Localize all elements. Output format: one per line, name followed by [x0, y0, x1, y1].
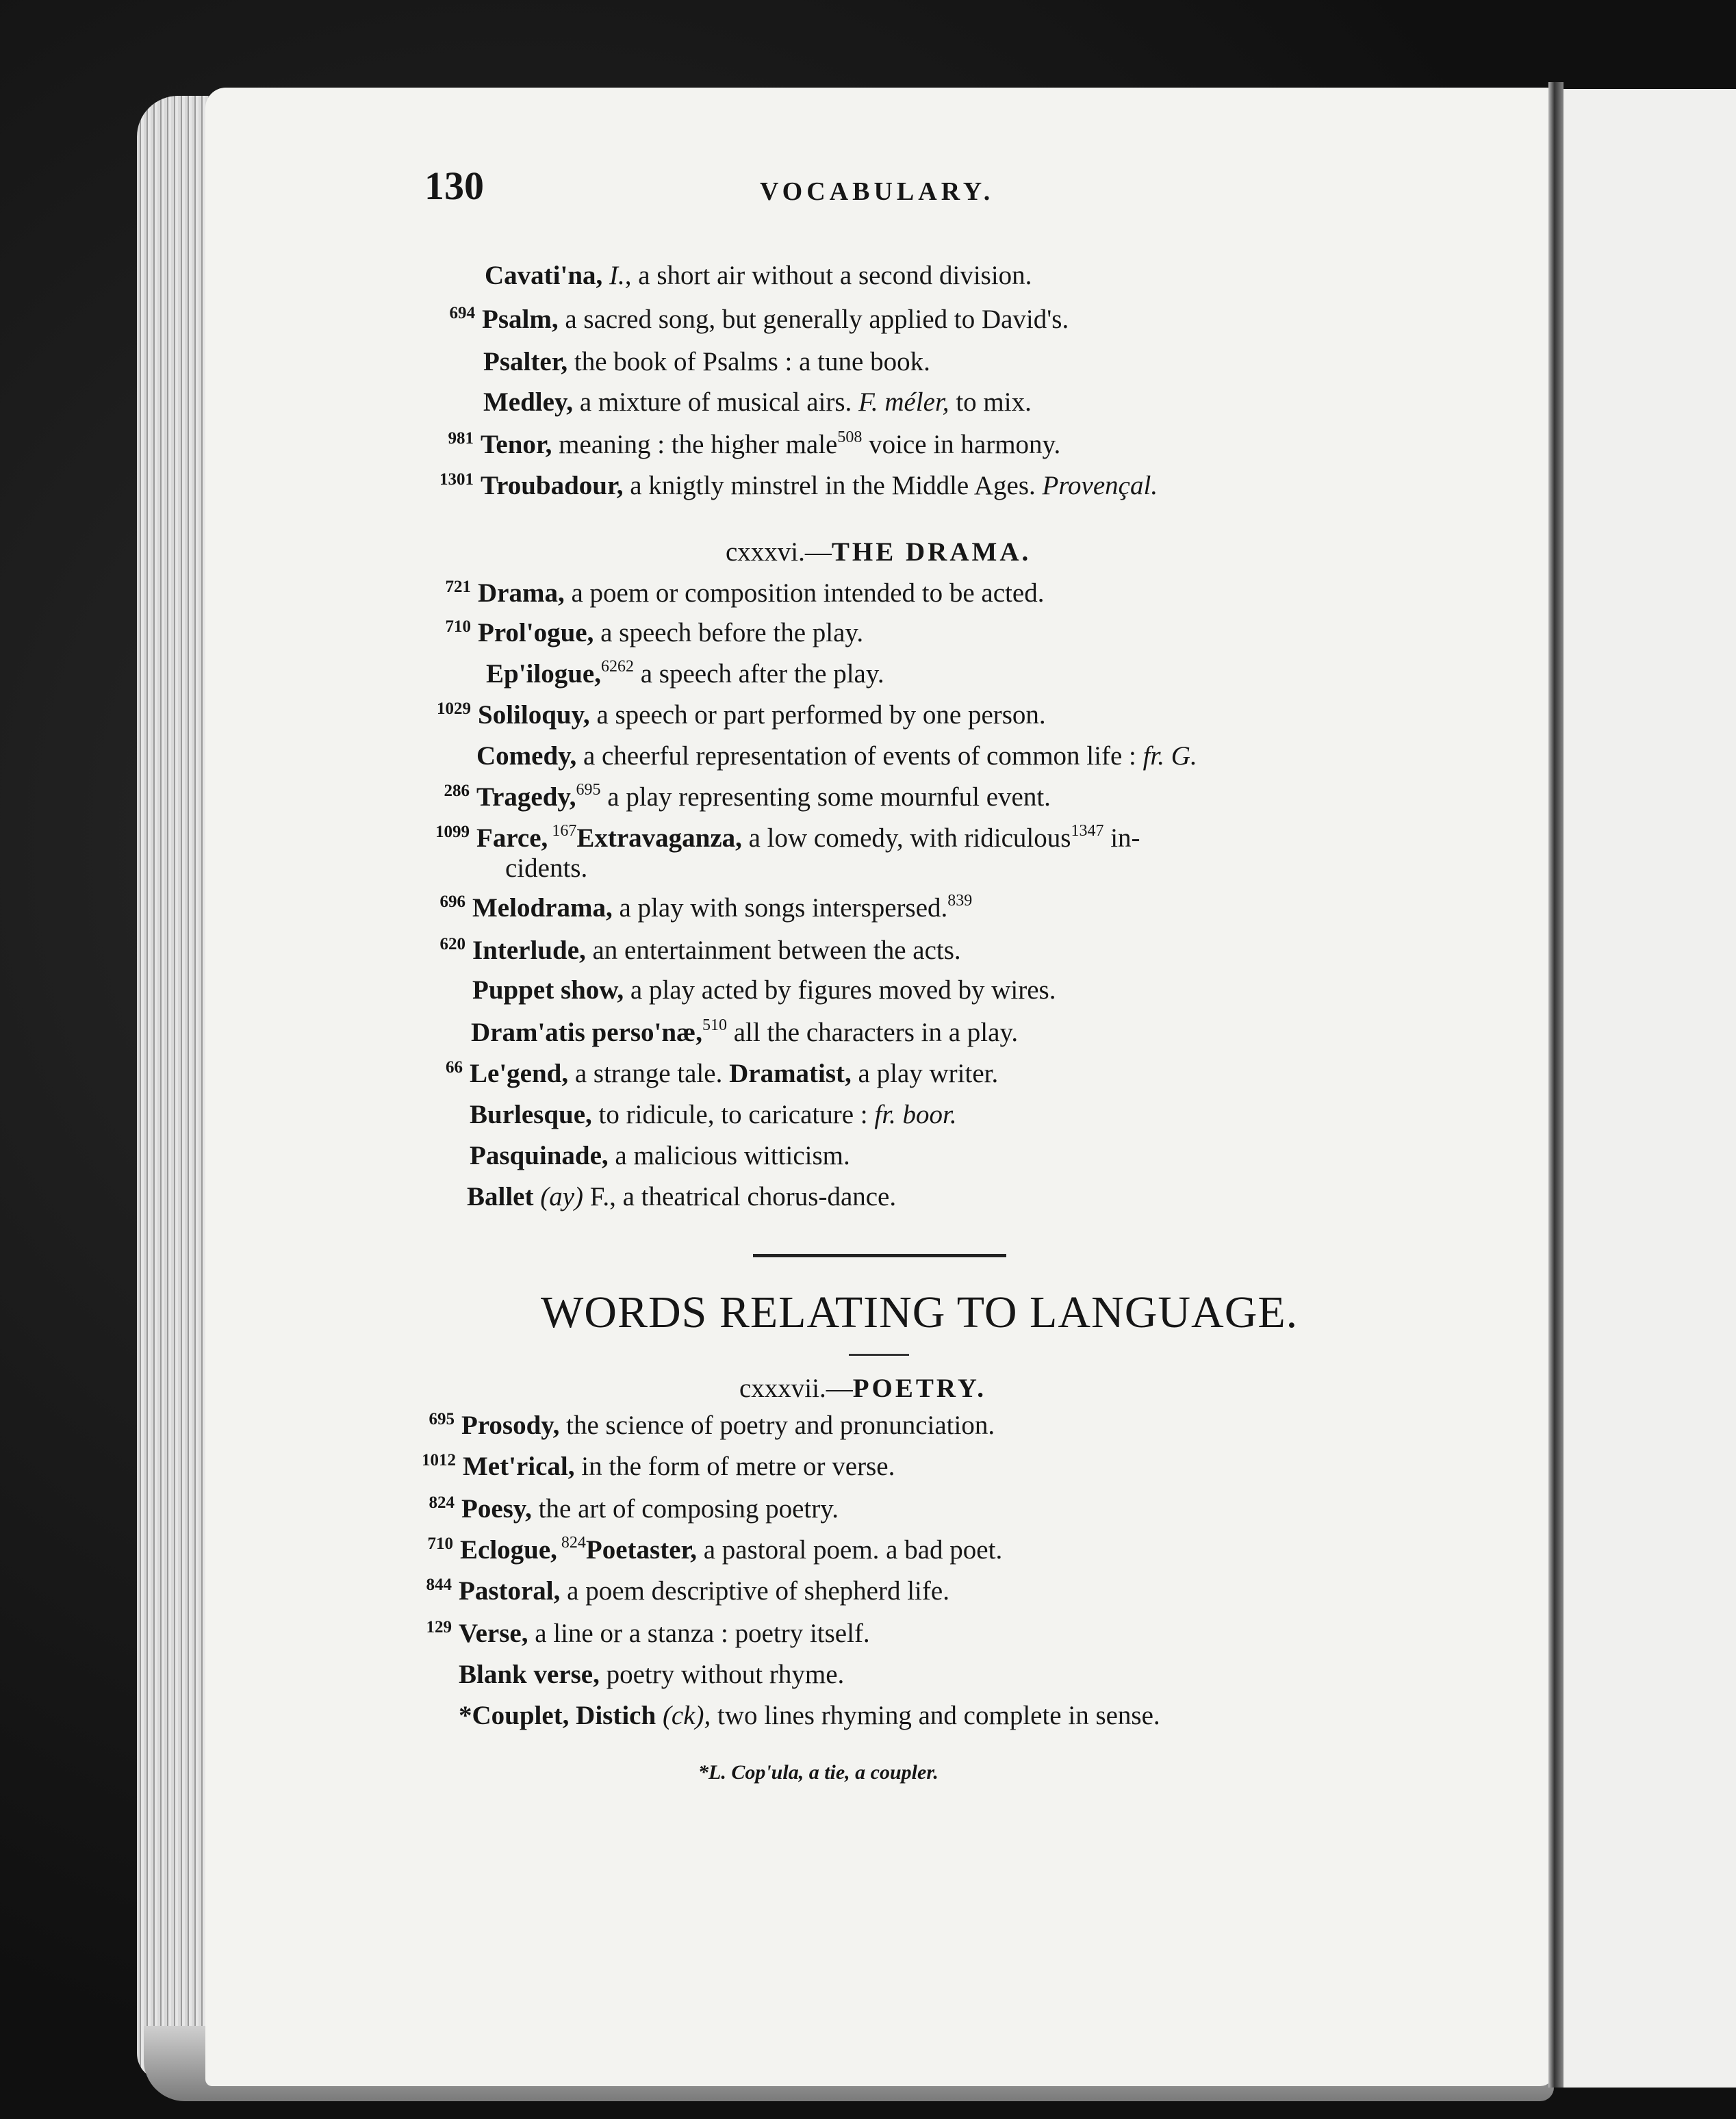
- entry-term: Troubadour,: [481, 471, 624, 500]
- facing-page-edge: [1563, 89, 1736, 2088]
- entry-line: [467, 1180, 896, 1214]
- entry-term: Tenor,: [481, 430, 552, 459]
- entry-line: [470, 1098, 957, 1132]
- entry-definition: the art of composing poetry.: [531, 1494, 839, 1524]
- entry-italic: I.,: [602, 261, 632, 290]
- entry-definition: to mix.: [949, 387, 1032, 417]
- page-number: 130: [424, 164, 484, 208]
- entry-line: [459, 1699, 1160, 1733]
- section-subrule: [849, 1354, 909, 1356]
- entry-definition: a poem or composition intended to be acted.: [564, 578, 1045, 608]
- entry-term: Melodrama,: [472, 893, 613, 923]
- entry-number: 844: [426, 1576, 452, 1594]
- entry-number: 620: [439, 935, 465, 953]
- entry-definition: an entertainment between the acts.: [585, 936, 961, 965]
- entry-definition: a strange tale.: [568, 1059, 723, 1088]
- entry-number: 66: [446, 1058, 463, 1077]
- entry-italic: (ay): [533, 1182, 584, 1211]
- entry-line: [478, 576, 1044, 611]
- entry-term: Verse,: [459, 1619, 528, 1648]
- entry-ref: 167: [548, 822, 577, 840]
- entry-number: 710: [427, 1534, 453, 1553]
- entry-line: [483, 345, 930, 379]
- entry-line: [463, 1450, 895, 1484]
- entry-line: [478, 698, 1046, 732]
- entry-term: Poesy,: [461, 1494, 532, 1524]
- entry-italic: Provençal.: [1035, 471, 1158, 500]
- entry-definition: a sacred song, but generally applied to David's.: [558, 305, 1069, 334]
- gutter: [1548, 82, 1563, 2088]
- entry-term: Pasquinade,: [470, 1141, 609, 1170]
- entry-number: 721: [445, 578, 471, 596]
- entry-italic: fr. boor.: [867, 1100, 957, 1129]
- entry-line: [478, 616, 863, 650]
- drama-heading-title: THE DRAMA.: [831, 537, 1032, 567]
- entry-number: 981: [448, 429, 474, 448]
- entry-definition: a poem descriptive of shepherd life.: [560, 1576, 949, 1606]
- entry-italic: fr. G.: [1136, 741, 1197, 771]
- entry-number: 1029: [437, 699, 471, 718]
- entry-definition: a malicious witticism.: [608, 1141, 850, 1170]
- entry-ref: 824: [557, 1534, 586, 1552]
- entry-number: 694: [449, 304, 475, 322]
- entry-term: Psalm,: [482, 305, 559, 334]
- poetry-heading-prefix: cxxxvii.—: [739, 1374, 853, 1403]
- entry-line: [471, 1016, 1018, 1050]
- entry-term: Farce,: [476, 823, 548, 853]
- entry-ref: 695: [576, 781, 601, 799]
- entry-definition: a speech or part performed by one person.: [589, 700, 1046, 730]
- entry-term: Dramatist,: [722, 1059, 852, 1088]
- entry-ref: 508: [837, 428, 863, 446]
- entry-line: [459, 1574, 949, 1608]
- poetry-heading: [739, 1372, 986, 1406]
- entry-line: [472, 973, 1056, 1007]
- entry-definition: a knigtly minstrel in the Middle Ages.: [623, 471, 1036, 500]
- entry-line: [481, 469, 1158, 503]
- entry-definition: a pastoral poem.: [697, 1535, 880, 1565]
- entry-definition: in the form of metre or verse.: [574, 1452, 895, 1481]
- entry-line: [481, 428, 1060, 462]
- entry-line: [472, 934, 961, 968]
- entry-line: [472, 891, 972, 925]
- entry-term: Prosody,: [461, 1411, 560, 1440]
- entry-term: Blank verse,: [459, 1660, 600, 1689]
- entry-line: [470, 1057, 998, 1091]
- entry-definition: a play representing some mournful event.: [600, 782, 1051, 812]
- footnote: *L. Cop'ula, a tie, a coupler.: [698, 1761, 939, 1784]
- entry-ref: 62: [617, 658, 634, 676]
- entry-definition: cidents.: [505, 853, 588, 883]
- entry-number: 1012: [422, 1451, 456, 1469]
- entry-term: Puppet show,: [472, 975, 624, 1005]
- entry-definition: a bad poet.: [879, 1535, 1003, 1565]
- entry-number: 824: [429, 1493, 455, 1512]
- entry-definition: a mixture of musical airs.: [573, 387, 852, 417]
- entry-line: [505, 851, 587, 886]
- entry-definition: in-: [1103, 823, 1140, 853]
- entry-definition: a play acted by figures moved by wires.: [624, 975, 1056, 1005]
- entry-term: Comedy,: [476, 741, 577, 771]
- running-head: VOCABULARY.: [760, 177, 995, 206]
- entry-definition: all the characters in a play.: [726, 1018, 1019, 1047]
- entry-term: Extravaganza,: [576, 823, 742, 853]
- entry-number: 1301: [439, 470, 474, 489]
- entry-number: 710: [445, 617, 471, 636]
- entry-term: Drama,: [478, 578, 565, 608]
- entry-line: [482, 303, 1069, 337]
- entry-line: [476, 780, 1051, 814]
- entry-line: [460, 1533, 1002, 1567]
- entry-line: [461, 1409, 995, 1443]
- entry-definition: a play with songs interspersed.: [612, 893, 948, 923]
- entry-definition: two lines rhyming and complete in sense.: [711, 1701, 1160, 1730]
- entry-definition: the book of Psalms : a tune book.: [567, 347, 930, 376]
- entry-line: [485, 259, 1032, 293]
- entry-ref: 1347: [1071, 822, 1104, 840]
- entry-definition: the science of poetry and pronunciation.: [559, 1411, 995, 1440]
- entry-term: Psalter,: [483, 347, 568, 376]
- entry-definition: poetry without rhyme.: [599, 1660, 845, 1689]
- entry-line: [459, 1658, 844, 1692]
- entry-line: [486, 657, 884, 691]
- entry-term: *Couplet, Distich: [459, 1701, 656, 1730]
- entry-definition: F., a theatrical chorus-dance.: [583, 1182, 897, 1211]
- entry-line: [470, 1139, 850, 1173]
- entry-term: Le'gend,: [470, 1059, 569, 1088]
- entry-term: Ep'ilogue,: [486, 659, 601, 689]
- entry-line: [483, 385, 1032, 420]
- entry-definition: a play writer.: [851, 1059, 999, 1088]
- entry-definition: a cheerful representation of events of common life :: [576, 741, 1136, 771]
- entry-definition: voice in harmony.: [862, 430, 1061, 459]
- entry-term: Ballet: [467, 1182, 534, 1211]
- entry-ref: 62: [600, 658, 617, 676]
- entry-definition: a short air without a second division.: [631, 261, 1032, 290]
- entry-term: Eclogue,: [460, 1535, 557, 1565]
- entry-definition: to ridicule, to caricature :: [591, 1100, 868, 1129]
- entry-italic: F. méler,: [852, 387, 949, 417]
- entry-term: Pastoral,: [459, 1576, 561, 1606]
- entry-term: Poetaster,: [585, 1535, 697, 1565]
- poetry-heading-title: POETRY.: [852, 1374, 987, 1403]
- entry-definition: a low comedy, with ridiculous: [741, 823, 1071, 853]
- entry-number: 696: [439, 892, 465, 911]
- entry-ref: 510: [702, 1016, 727, 1034]
- entry-term: Prol'ogue,: [478, 618, 594, 647]
- section-title: WORDS RELATING TO LANGUAGE.: [541, 1287, 1299, 1337]
- drama-heading: [726, 535, 1031, 569]
- entry-number: 129: [426, 1618, 452, 1636]
- entry-term: Cavati'na,: [485, 261, 603, 290]
- entry-number: 286: [444, 782, 470, 800]
- entry-line: [476, 739, 1197, 773]
- entry-term: Met'rical,: [463, 1452, 575, 1481]
- section-rule: [753, 1254, 1006, 1257]
- entry-definition: a line or a stanza : poetry itself.: [528, 1619, 870, 1648]
- entry-line: [459, 1617, 870, 1651]
- entry-term: Soliloquy,: [478, 700, 590, 730]
- entry-term: Interlude,: [472, 936, 586, 965]
- entry-italic: (ck),: [656, 1701, 711, 1730]
- entry-term: Medley,: [483, 387, 574, 417]
- entry-definition: a speech after the play.: [633, 659, 884, 689]
- entry-definition: a speech before the play.: [593, 618, 864, 647]
- entry-number: 695: [429, 1410, 455, 1428]
- entry-ref: 839: [947, 892, 973, 910]
- entry-term: Dram'atis perso'næ,: [471, 1018, 702, 1047]
- entry-term: Tragedy,: [476, 782, 576, 812]
- entry-definition: meaning : the higher male: [552, 430, 838, 459]
- entry-line: [476, 821, 1140, 856]
- drama-heading-prefix: cxxxvi.—: [726, 537, 832, 567]
- entry-term: Burlesque,: [470, 1100, 592, 1129]
- entry-number: 1099: [435, 823, 470, 841]
- entry-line: [461, 1492, 839, 1526]
